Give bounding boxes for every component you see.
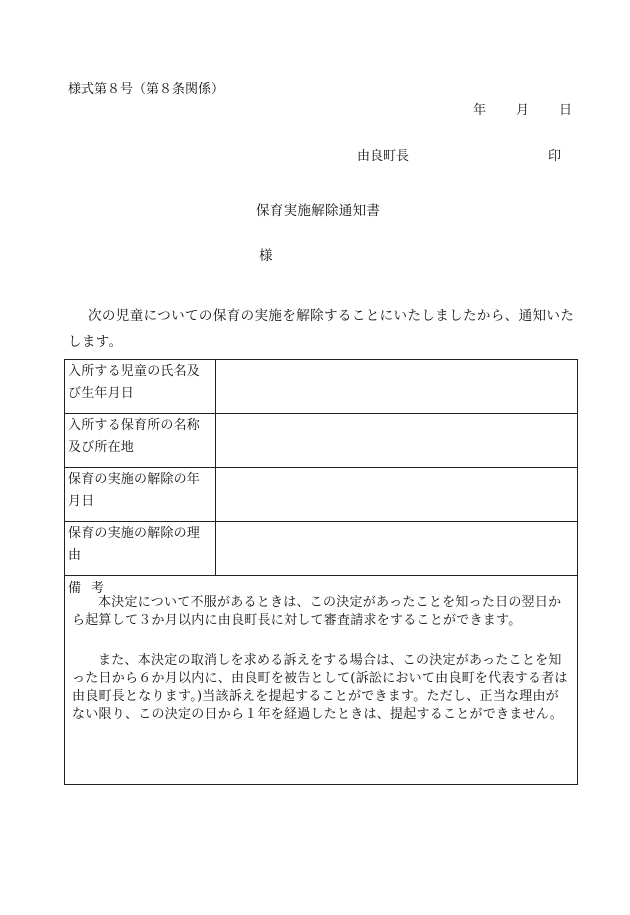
seal-mark: 印 <box>548 149 562 164</box>
table-row <box>65 360 578 414</box>
remarks-box <box>64 573 578 785</box>
form-number: 様式第８号（第８条関係） <box>68 82 225 97</box>
row-label: 保育の実施の解除の理由 <box>65 522 216 576</box>
row-label: 入所する保育所の名称及び所在地 <box>65 414 216 468</box>
table-row <box>65 468 578 522</box>
remark-paragraph: また、本決定の取消しを求める訴えをする場合は、この決定があったことを知った日から６か月以内に、由良町を被告として(訴訟において由良町を代表する者は由良町長となります。)当該訴えを提起することができます。ただし、正当な理由がない限り、この決定の日から１年を経過したときは、提起することができません。 <box>72 653 568 722</box>
table-row <box>65 414 578 468</box>
row-value[interactable] <box>216 522 578 576</box>
date-line <box>473 104 572 117</box>
row-label: 入所する児童の氏名及び生年月日 <box>65 360 216 414</box>
remark-paragraph: 本決定について不服があるときは、この決定があったことを知った日の翌日から起算して３か月以内に由良町長に対して審査請求をすることができます。 <box>72 595 562 628</box>
addressee-suffix: 様 <box>259 248 273 264</box>
table-row <box>65 522 578 576</box>
date-year-label: 年 <box>472 103 486 118</box>
document-title: 保育実施解除通知書 <box>256 203 381 219</box>
row-value[interactable] <box>216 414 578 468</box>
info-table <box>64 359 578 576</box>
date-month-label: 月 <box>515 103 529 118</box>
date-day-label: 日 <box>558 103 572 118</box>
row-label: 保育の実施の解除の年月日 <box>65 468 216 522</box>
remarks-label: 備考 <box>68 581 115 596</box>
body-text: 次の児童についての保育の実施を解除することにいたしましたから、通知いたします。 <box>68 308 575 350</box>
row-value[interactable] <box>216 468 578 522</box>
issuer-name: 由良町長 <box>357 149 410 164</box>
row-value[interactable] <box>216 360 578 414</box>
